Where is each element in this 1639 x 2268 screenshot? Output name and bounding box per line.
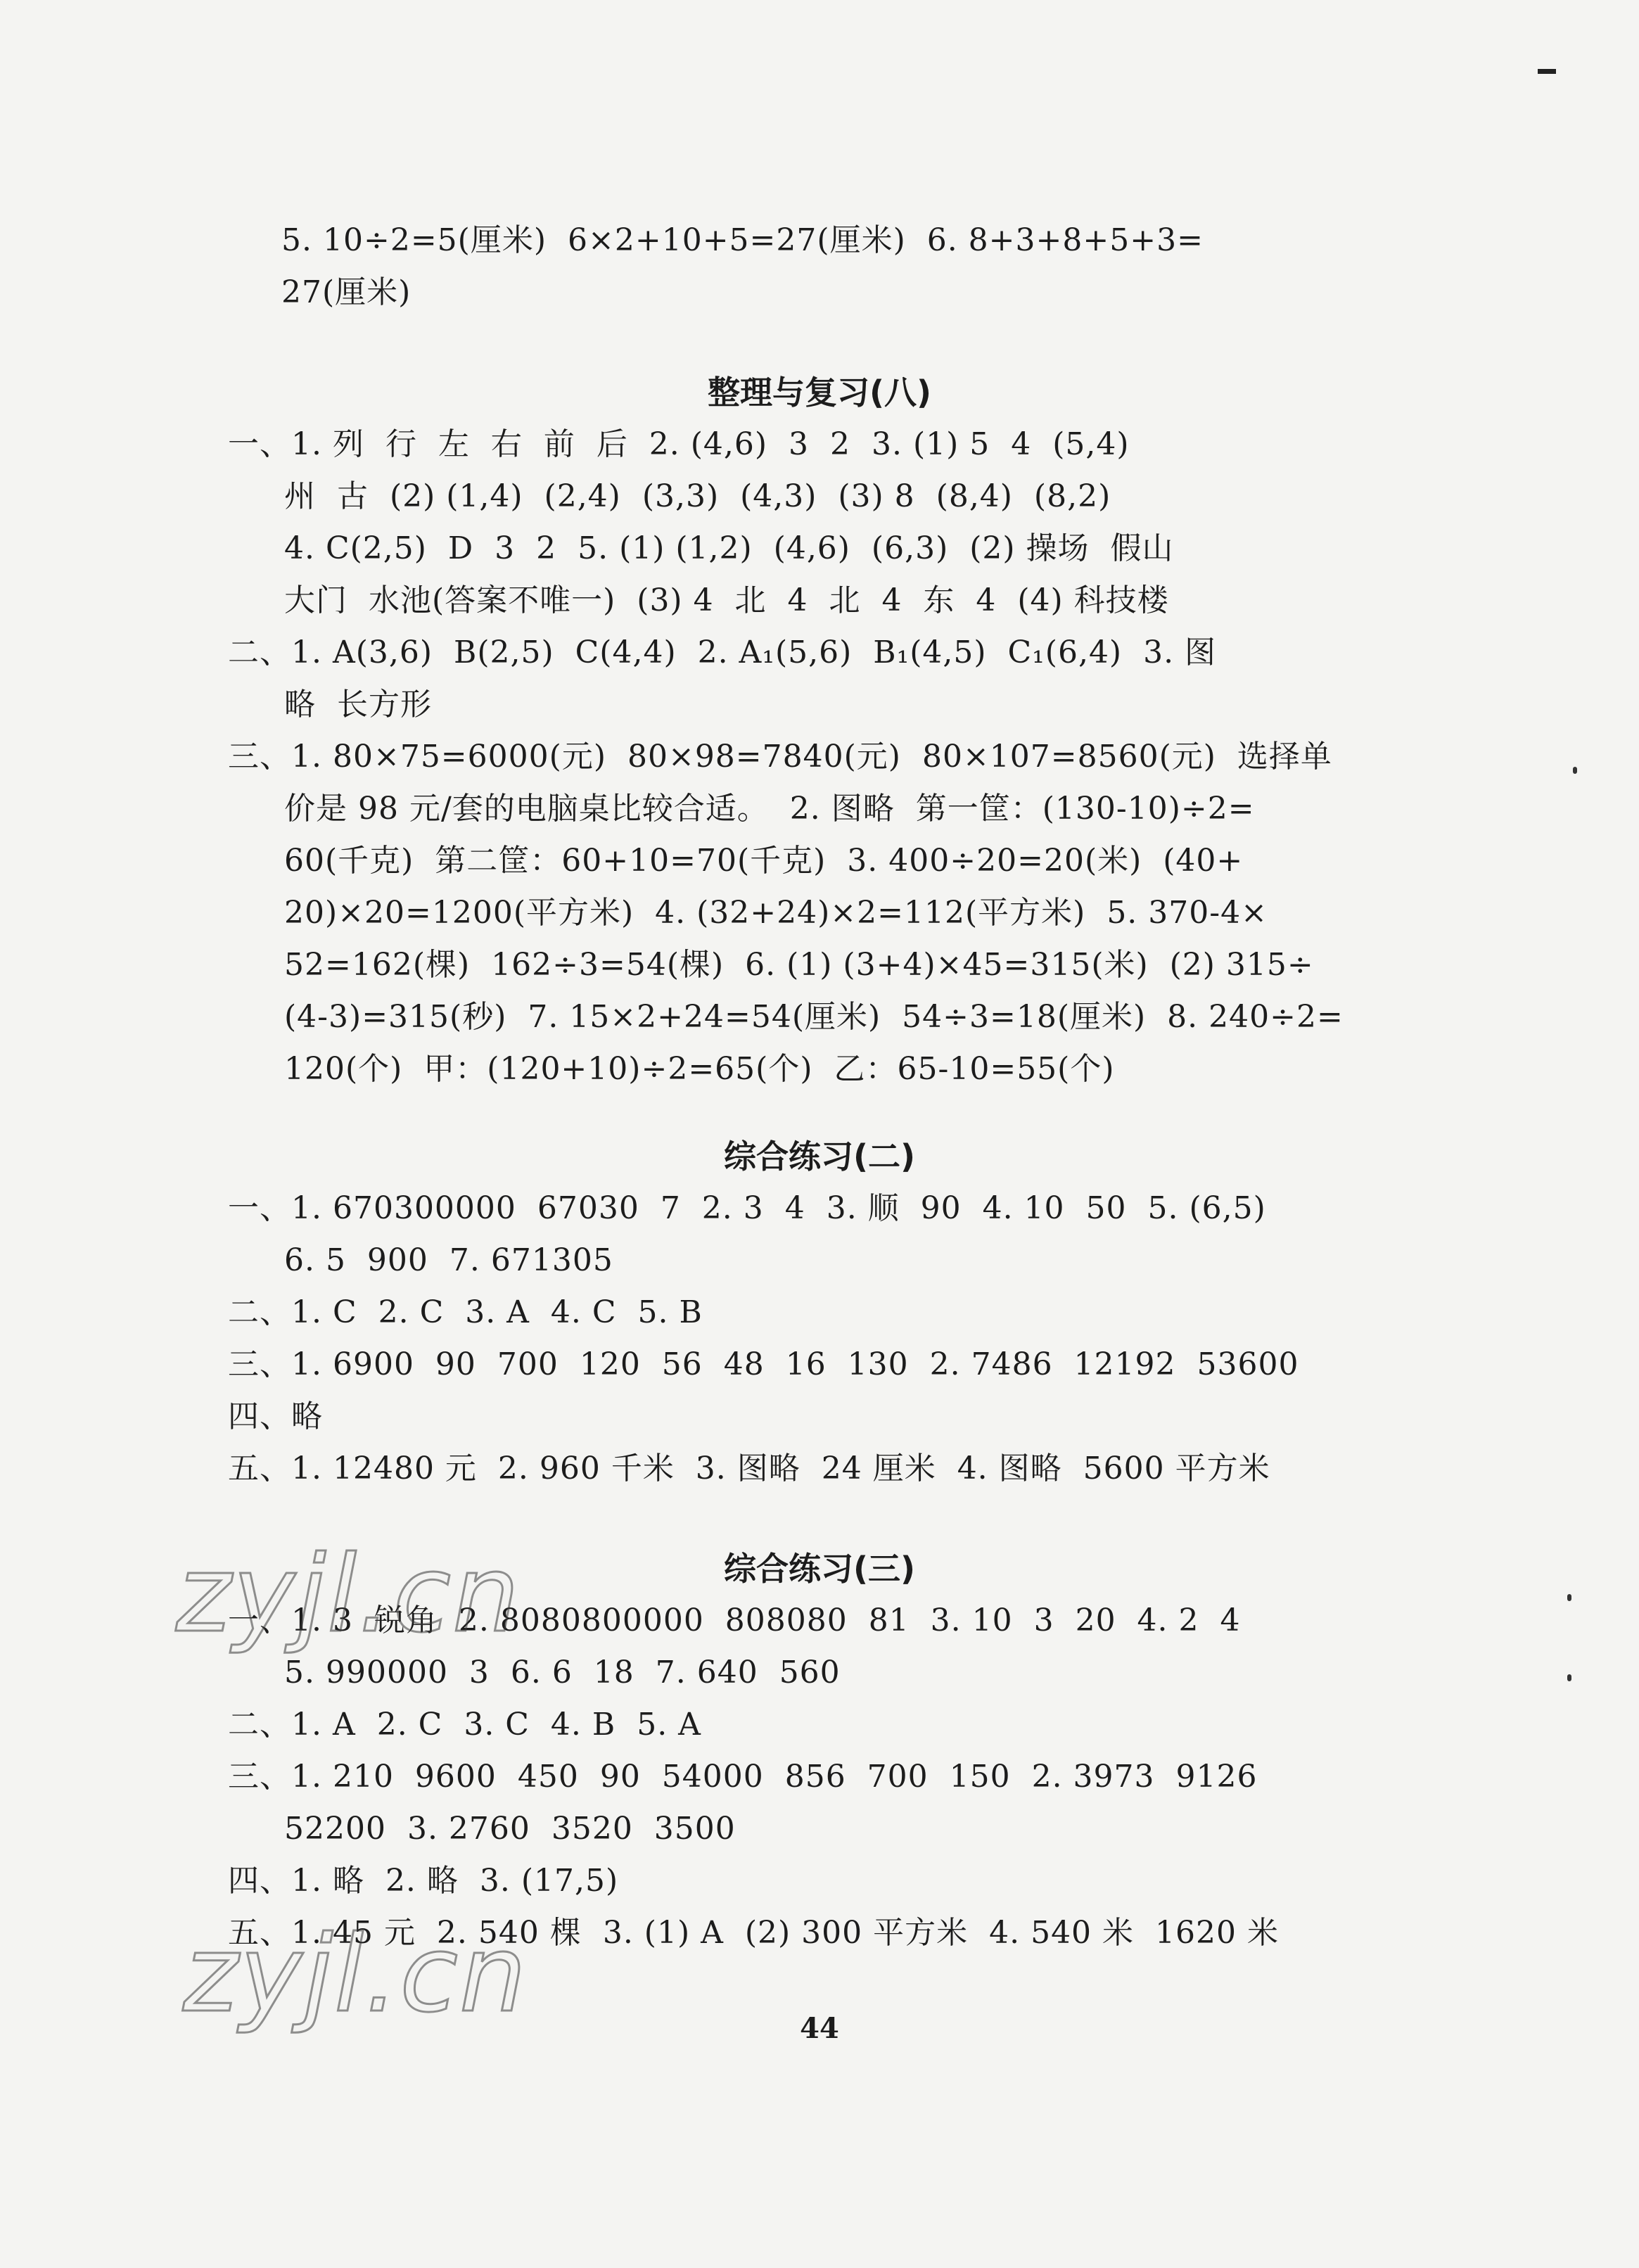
answer-line: 120(个) 甲：(120+10)÷2=65(个) 乙：65-10=55(个) <box>284 1051 1115 1087</box>
answer-line: 20)×20=1200(平方米) 4. (32+24)×2=112(平方米) 5. 370-4× <box>284 895 1268 931</box>
answer-line: (4-3)=315(秒) 7. 15×2+24=54(厘米) 54÷3=18(厘米) 8. 240÷2= <box>284 999 1344 1035</box>
section-title: 综合练习(二) <box>723 1138 916 1176</box>
watermark-logo: zyjl.cn <box>176 1534 521 1656</box>
answer-line: 27(厘米) <box>281 274 412 310</box>
answer-line: 一、1. 3 锐角 2. 8080800000 808080 81 3. 10 3 20 4. 2 4 <box>228 1603 1241 1638</box>
answer-line: 二、1. A(3,6) B(2,5) C(4,4) 2. A₁(5,6) B₁(4,5) C₁(6,4) 3. 图 <box>228 635 1217 670</box>
answer-line: 二、1. C 2. C 3. A 4. C 5. B <box>228 1294 703 1330</box>
answer-line: 4. C(2,5) D 3 2 5. (1) (1,2) (4,6) (6,3) (2) 操场 假山 <box>284 530 1174 566</box>
speck-mark <box>1567 1594 1571 1601</box>
section-title: 整理与复习(八) <box>707 374 932 412</box>
answer-line: 5. 10÷2=5(厘米) 6×2+10+5=27(厘米) 6. 8+3+8+5+3= <box>281 222 1204 258</box>
speck-mark <box>1567 1674 1571 1681</box>
answer-line: 一、1. 670300000 67030 7 2. 3 4 3. 顺 90 4. 10 50 5. (6,5) <box>228 1190 1266 1226</box>
answer-line: 五、1. 12480 元 2. 960 千米 3. 图略 24 厘米 4. 图略 5600 平方米 <box>228 1451 1270 1486</box>
answer-line: 三、1. 80×75=6000(元) 80×98=7840(元) 80×107=8560(元) 选择单 <box>228 739 1332 775</box>
watermark-logo: zyjl.cn <box>183 1913 528 2036</box>
section-title: 综合练习(三) <box>723 1550 916 1588</box>
answer-line: 州 古 (2) (1,4) (2,4) (3,3) (4,3) (3) 8 (8,4) (8,2) <box>284 478 1111 514</box>
answer-line: 四、1. 略 2. 略 3. (17,5) <box>228 1863 619 1899</box>
page-number: 44 <box>800 2012 839 2045</box>
speck-mark <box>1573 767 1577 774</box>
answer-line: 一、1. 列 行 左 右 前 后 2. (4,6) 3 2 3. (1) 5 4 (5,4) <box>228 426 1130 462</box>
answer-line: 52200 3. 2760 3520 3500 <box>284 1811 736 1847</box>
answer-line: 二、1. A 2. C 3. C 4. B 5. A <box>228 1707 701 1743</box>
answer-line: 三、1. 6900 90 700 120 56 48 16 130 2. 7486 12192 53600 <box>228 1346 1299 1382</box>
corner-mark <box>1538 69 1556 74</box>
answer-line: 五、1. 45 元 2. 540 棵 3. (1) A (2) 300 平方米 4. 540 米 1620 米 <box>228 1915 1279 1951</box>
answer-line: 略 长方形 <box>284 687 432 722</box>
answer-line: 52=162(棵) 162÷3=54(棵) 6. (1) (3+4)×45=315(米) (2) 315÷ <box>284 947 1314 983</box>
answer-line: 大门 水池(答案不唯一) (3) 4 北 4 北 4 东 4 (4) 科技楼 <box>284 582 1169 618</box>
answer-line: 四、略 <box>228 1399 323 1434</box>
answer-line: 6. 5 900 7. 671305 <box>284 1242 613 1278</box>
answer-line: 三、1. 210 9600 450 90 54000 856 700 150 2. 3973 9126 <box>228 1759 1258 1795</box>
answer-line: 价是 98 元/套的电脑桌比较合适。 2. 图略 第一筐：(130-10)÷2= <box>284 791 1255 827</box>
answer-line: 60(千克) 第二筐：60+10=70(千克) 3. 400÷20=20(米) (40+ <box>284 843 1244 879</box>
answer-line: 5. 990000 3 6. 6 18 7. 640 560 <box>284 1655 841 1690</box>
